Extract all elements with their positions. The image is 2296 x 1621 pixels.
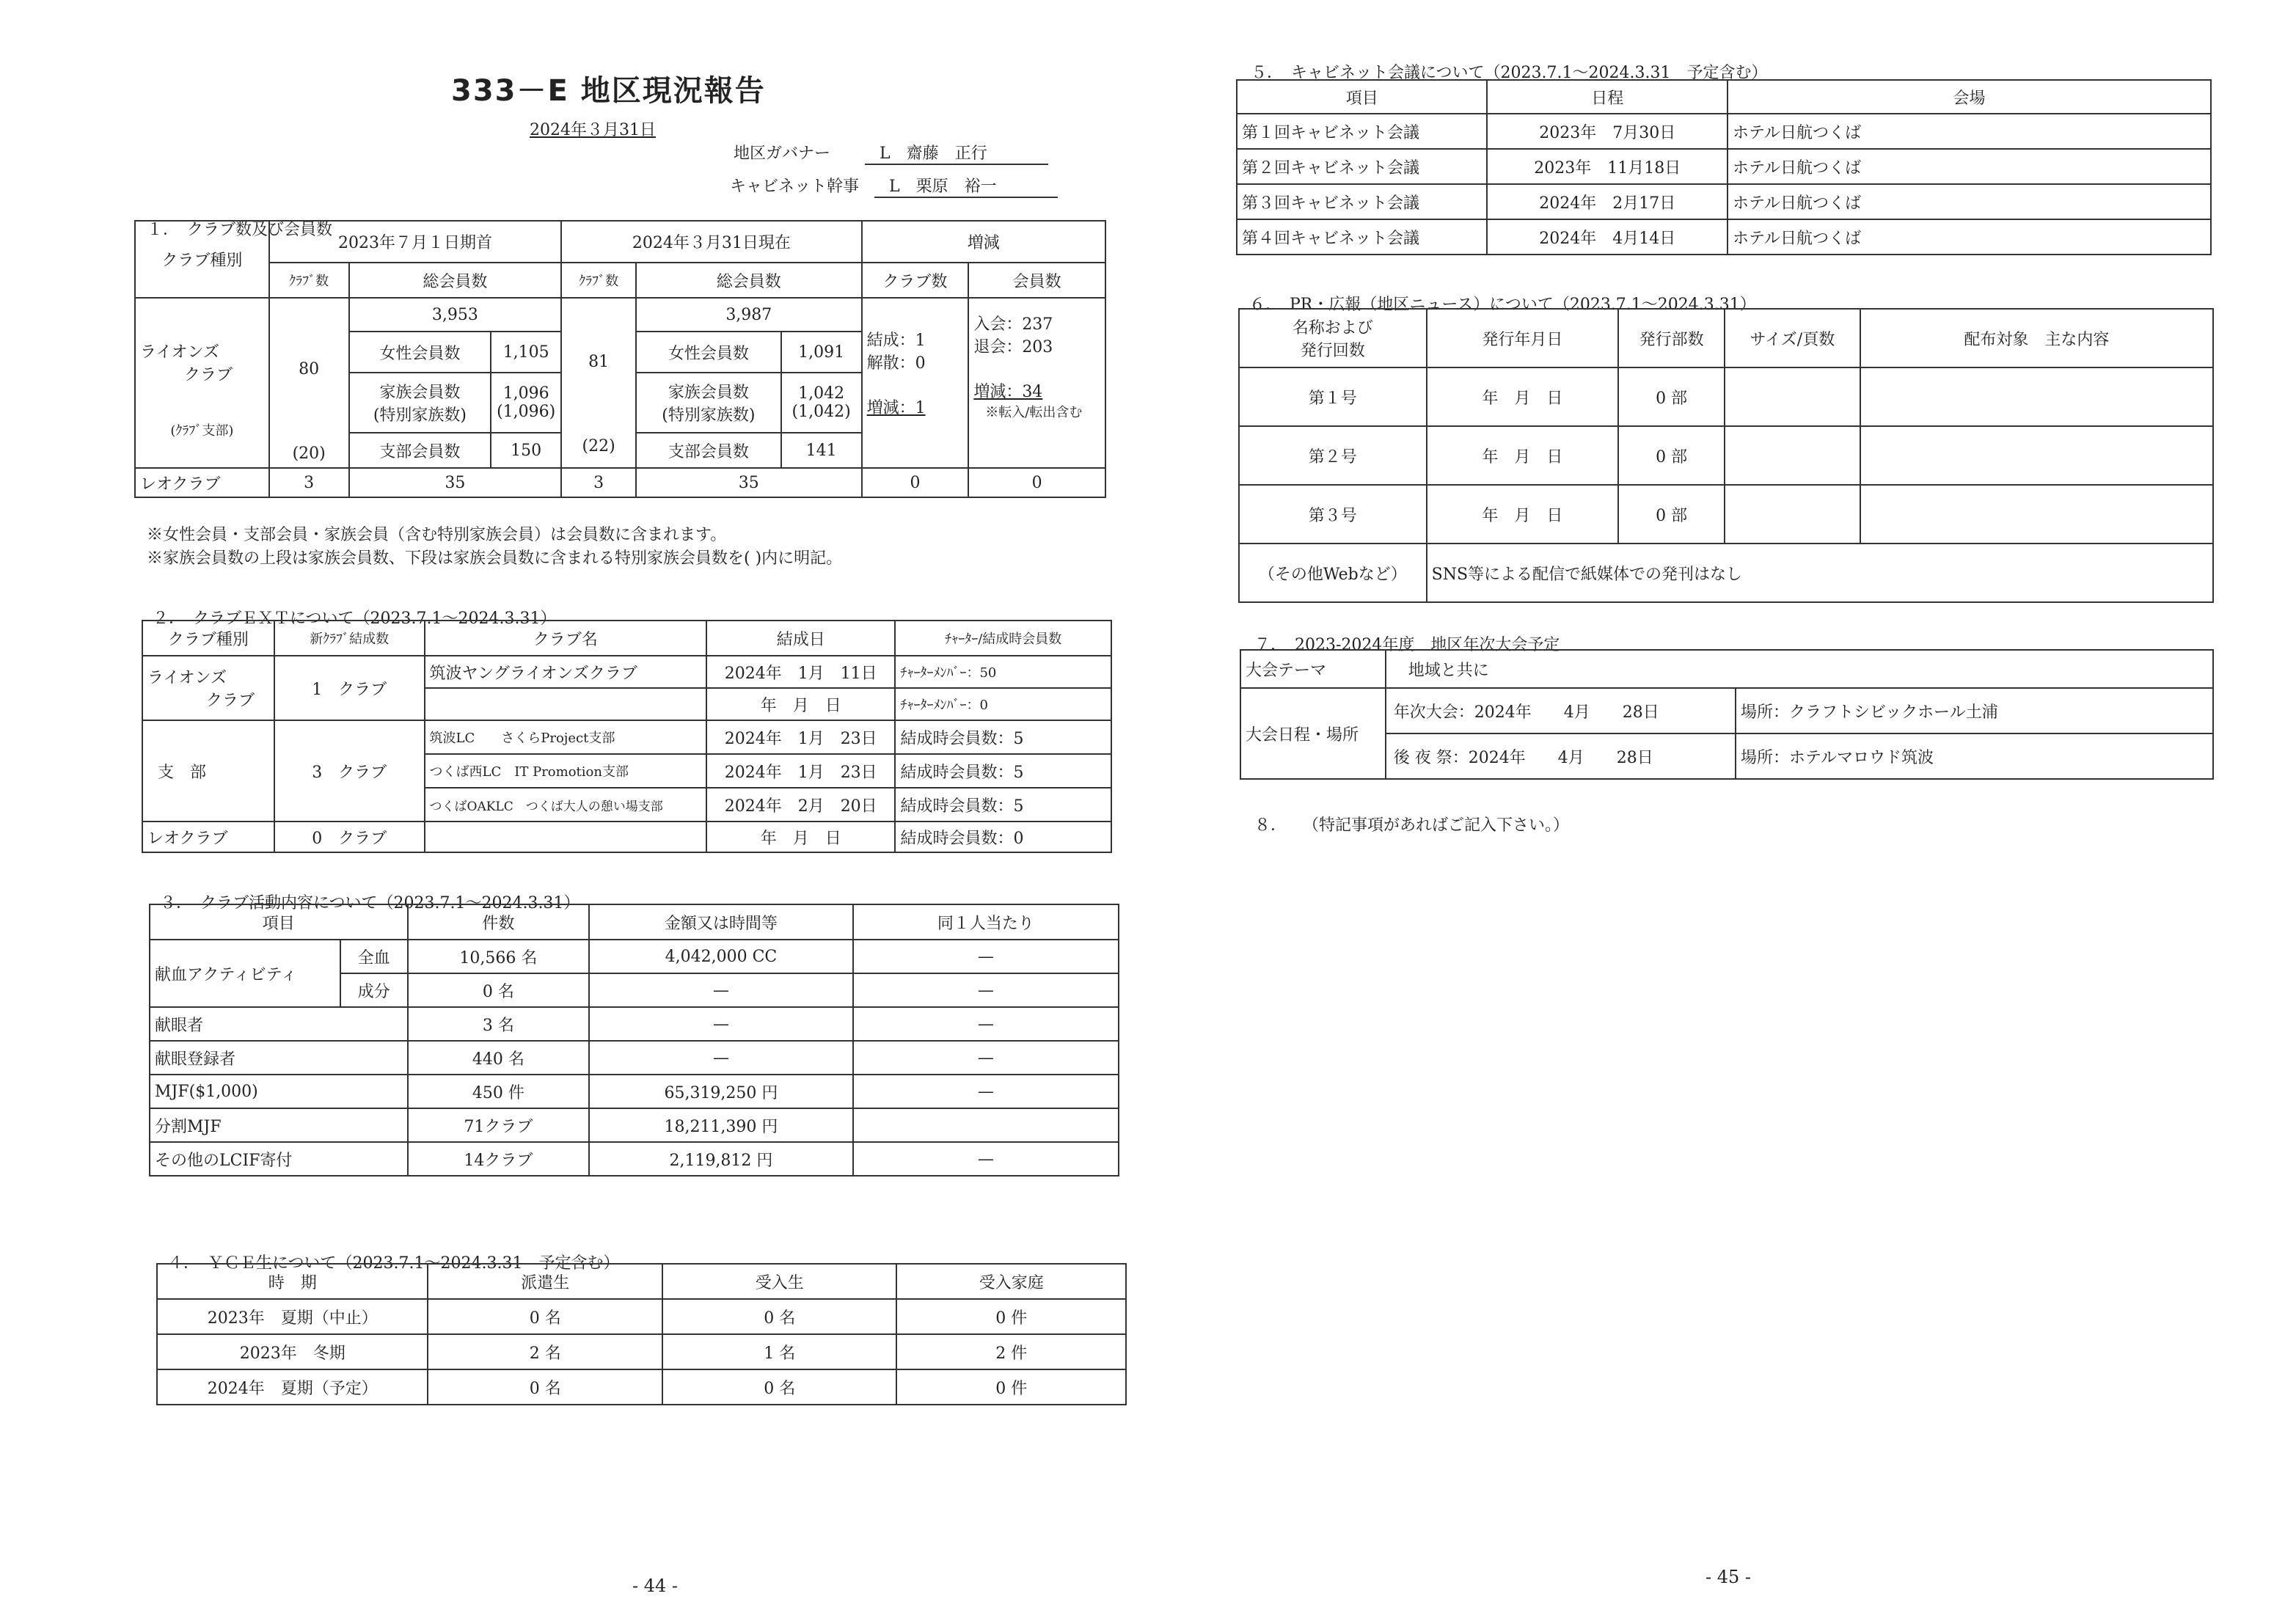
end-total: 3,987 — [636, 298, 862, 332]
yce-sent-2: 0 名 — [428, 1369, 662, 1405]
end-family-special: (1,042) — [791, 403, 851, 421]
report-date: 2024年３月31日 — [530, 121, 656, 139]
section-8-heading: ８． （特記事項があればご記入下さい。） — [1254, 816, 1570, 835]
end-family: 1,042 — [798, 384, 845, 403]
h-end: 2024年３月31日現在 — [561, 221, 861, 263]
h2-members: ﾁｬｰﾀｰ/結成時会員数 — [895, 621, 1111, 656]
h-club-type: クラブ種別 — [135, 221, 269, 298]
conv-sched-label: 大会日程・場所 — [1240, 688, 1386, 779]
act-count-3: 440 名 — [408, 1041, 590, 1075]
yce-table — [156, 1263, 1127, 1405]
ext-branch-members-0: 結成時会員数：5 — [895, 720, 1111, 754]
ext-lions-name-0: 筑波ヤングライオンズクラブ — [425, 656, 706, 688]
yce-period-1: 2023年 冬期 — [157, 1334, 428, 1369]
act-item-6: その他のLCIF寄付 — [150, 1142, 408, 1176]
note-1: ※女性会員・支部会員・家族会員（含む特別家族会員）は会員数に含まれます。 — [147, 526, 727, 544]
pr-size-1 — [1725, 426, 1860, 485]
h-chg-clubs: クラブ数 — [862, 263, 969, 298]
ext-branch-date-2: 2024年 2月 20日 — [706, 788, 896, 822]
pr-copies-1: 0 部 — [1618, 426, 1725, 485]
section-5-heading: ５． キャビネット会議について（2023.7.1～2024.3.31 予定含む） — [1251, 64, 1768, 82]
act-per-0: — — [853, 940, 1119, 973]
activity-table — [149, 904, 1119, 1177]
pr-content-0 — [1860, 367, 2213, 426]
branch-label: (ｸﾗﾌﾞ支部) — [170, 423, 234, 439]
h2-type: クラブ種別 — [142, 621, 274, 656]
act-item-0: 全血 — [340, 940, 408, 973]
act-amount-4: 65,319,250 円 — [589, 1075, 853, 1108]
secretary-name: L 栗原 裕一 — [874, 174, 1058, 198]
conv-theme-label: 大会テーマ — [1240, 650, 1386, 688]
ext-leo-members: 結成時会員数：0 — [895, 822, 1111, 852]
act-per-6: — — [853, 1142, 1119, 1176]
chg-clubs-2: 解散：0 — [866, 354, 926, 373]
pr-content-2 — [1860, 485, 2213, 544]
chg-mem-1: 入会：237 — [973, 315, 1053, 334]
act-amount-6: 2,119,812 円 — [589, 1142, 853, 1176]
page-number-44: - 44 - — [632, 1576, 679, 1596]
pr-size-0 — [1725, 367, 1860, 426]
chg-mem-3: 増減：34 — [973, 383, 1043, 401]
ext-leo-count: 0 クラブ — [274, 822, 425, 852]
end-clubs: 81 — [588, 353, 610, 371]
section-6-heading: ６． PR・広報（地区ニュース）について（2023.7.1～2024.3.31） — [1249, 296, 1756, 314]
act-amount-2: — — [589, 1007, 853, 1041]
leo-end-clubs: 3 — [561, 468, 636, 497]
h-end-clubs: ｸﾗﾌﾞ数 — [561, 263, 636, 298]
h6-name-2: 発行回数 — [1300, 342, 1365, 360]
section-1-heading: １． クラブ数及び会員数 — [147, 221, 333, 239]
end-branch: (22) — [582, 437, 615, 455]
ext-lions-count: 1 クラブ — [274, 656, 425, 720]
act-per-3: — — [853, 1041, 1119, 1075]
pr-table — [1238, 308, 2214, 603]
family-label-2: (特別家族数) — [373, 406, 467, 425]
pr-content-1 — [1860, 426, 2213, 485]
ext-lions-date-1: 年 月 日 — [706, 688, 896, 720]
conv-annual: 年次大会：2024年 4月 28日 — [1386, 688, 1736, 733]
h2-new: 新ｸﾗﾌﾞ結成数 — [274, 621, 425, 656]
act-count-4: 450 件 — [408, 1075, 590, 1108]
leo-label: レオクラブ — [135, 468, 269, 497]
start-branch: (20) — [292, 444, 326, 463]
leo-chg-members: 0 — [968, 468, 1105, 497]
h3-amount: 金額又は時間等 — [589, 904, 853, 940]
h2-name: クラブ名 — [425, 621, 706, 656]
pr-name-2: 第３号 — [1239, 485, 1427, 544]
ext-branch-name-2: つくばOAKLC つくば大人の憩い場支部 — [425, 788, 706, 822]
pr-size-2 — [1725, 485, 1860, 544]
chg-clubs-cell — [862, 298, 969, 468]
secretary-row — [730, 174, 1058, 198]
conv-after: 後 夜 祭：2024年 4月 28日 — [1386, 733, 1736, 779]
cab-item-2: 第３回キャビネット会議 — [1237, 184, 1487, 219]
ext-branch-name-0: 筑波LC さくらProject支部 — [425, 720, 706, 754]
branch-members-label-start: 支部会員数 — [349, 433, 491, 468]
section-2-heading: ２． クラブＥＸＴについて（2023.7.1～2024.3.31） — [153, 610, 557, 628]
section-7-heading: ７． 2023-2024年度 地区年次大会予定 — [1254, 636, 1560, 654]
ext-branch-members-2: 結成時会員数：5 — [895, 788, 1111, 822]
act-per-2: — — [853, 1007, 1119, 1041]
page-45 — [1148, 0, 2296, 1621]
h4-sent: 派遣生 — [428, 1264, 662, 1299]
cab-date-1: 2023年 11月18日 — [1487, 149, 1728, 184]
conv-theme-value: 地域と共に — [1386, 650, 2213, 688]
start-family: 1,096 — [502, 384, 549, 403]
act-item-5: 分割MJF — [150, 1108, 408, 1142]
governor-row — [734, 141, 1048, 165]
pr-other-label: （その他Webなど） — [1239, 544, 1427, 602]
cab-venue-3: ホテル日航つくば — [1728, 219, 2211, 255]
ext-lions-date-0: 2024年 1月 11日 — [706, 656, 896, 688]
secretary-label: キャビネット幹事 — [730, 178, 860, 196]
h5-venue: 会場 — [1728, 80, 2211, 114]
pr-copies-2: 0 部 — [1618, 485, 1725, 544]
ext-leo-label: レオクラブ — [142, 822, 274, 852]
cabinet-meeting-table — [1236, 79, 2212, 255]
ext-branch-count: 3 クラブ — [274, 720, 425, 822]
start-clubs: 80 — [299, 360, 320, 378]
yce-recv-1: 1 名 — [662, 1334, 897, 1369]
club-member-table — [134, 220, 1106, 498]
cab-venue-1: ホテル日航つくば — [1728, 149, 2211, 184]
h3-item: 項目 — [150, 904, 408, 940]
act-count-0: 10,566 名 — [408, 940, 590, 973]
yce-sent-1: 2 名 — [428, 1334, 662, 1369]
start-total: 3,953 — [349, 298, 562, 332]
pr-date-0: 年 月 日 — [1427, 367, 1619, 426]
yce-period-2: 2024年 夏期（予定） — [157, 1369, 428, 1405]
act-per-4: — — [853, 1075, 1119, 1108]
yce-period-0: 2023年 夏期（中止） — [157, 1299, 428, 1334]
pr-name-1: 第２号 — [1239, 426, 1427, 485]
pr-copies-0: 0 部 — [1618, 367, 1725, 426]
act-item-3: 献眼登録者 — [150, 1041, 408, 1075]
family-label-1: 家族会員数 — [379, 384, 461, 402]
end-branch-members: 141 — [781, 433, 862, 468]
yce-family-1: 2 件 — [896, 1334, 1126, 1369]
yce-recv-0: 0 名 — [662, 1299, 897, 1334]
lions-label-1: ライオンズ — [140, 343, 220, 362]
h6-size: サイズ/頁数 — [1725, 309, 1860, 367]
family-label-2-end: (特別家族数) — [662, 406, 756, 425]
chg-clubs-1: 結成：1 — [866, 332, 926, 350]
ext-lions-name-1 — [425, 688, 706, 720]
conv-after-place: 場所：ホテルマロウド筑波 — [1736, 733, 2213, 779]
pr-name-0: 第１号 — [1239, 367, 1427, 426]
yce-recv-2: 0 名 — [662, 1369, 897, 1405]
cab-date-3: 2024年 4月14日 — [1487, 219, 1728, 255]
h6-content: 配布対象 主な内容 — [1860, 309, 2213, 367]
h-change: 増減 — [862, 221, 1105, 263]
h3-count: 件数 — [408, 904, 590, 940]
h3-per: 同１人当たり — [853, 904, 1119, 940]
act-count-5: 71クラブ — [408, 1108, 590, 1142]
h2-date: 結成日 — [706, 621, 896, 656]
ext-lions-1: ライオンズ — [147, 669, 227, 687]
act-count-1: 0 名 — [408, 973, 590, 1007]
start-branch-members: 150 — [491, 433, 561, 468]
pr-date-1: 年 月 日 — [1427, 426, 1619, 485]
ext-lions-label — [142, 656, 274, 720]
h5-date: 日程 — [1487, 80, 1728, 114]
yce-sent-0: 0 名 — [428, 1299, 662, 1334]
leo-start-members: 35 — [349, 468, 562, 497]
note-2: ※家族会員数の上段は家族会員数、下段は家族会員数に含まれる特別家族会員数を( )内に明記。 — [147, 549, 843, 568]
blood-label: 献血アクティビティ — [150, 940, 340, 1007]
start-clubs-cell — [269, 298, 349, 468]
h4-family: 受入家庭 — [896, 1264, 1126, 1299]
pr-date-2: 年 月 日 — [1427, 485, 1619, 544]
conv-annual-place: 場所：クラフトシビックホール土浦 — [1736, 688, 2213, 733]
act-item-1: 成分 — [340, 973, 408, 1007]
h-start-total: 総会員数 — [349, 263, 562, 298]
branch-members-label-end: 支部会員数 — [636, 433, 781, 468]
governor-name: L 齋藤 正行 — [865, 141, 1048, 165]
h6-copies: 発行部数 — [1618, 309, 1725, 367]
h4-period: 時 期 — [157, 1264, 428, 1299]
act-per-1: — — [853, 973, 1119, 1007]
act-count-6: 14クラブ — [408, 1142, 590, 1176]
end-clubs-cell — [561, 298, 636, 468]
lions-club-label-cell — [135, 298, 269, 468]
cab-venue-0: ホテル日航つくば — [1728, 114, 2211, 149]
act-item-4: MJF($1,000) — [150, 1075, 408, 1108]
ext-branch-date-0: 2024年 1月 23日 — [706, 720, 896, 754]
pr-other-text: SNS等による配信で紙媒体での発刊はなし — [1427, 544, 2213, 602]
yce-family-2: 0 件 — [896, 1369, 1126, 1405]
club-ext-table — [142, 620, 1112, 853]
family-label-end — [636, 373, 781, 433]
leo-end-members: 35 — [636, 468, 862, 497]
act-count-2: 3 名 — [408, 1007, 590, 1041]
act-amount-0: 4,042,000 CC — [589, 940, 853, 973]
yce-family-0: 0 件 — [896, 1299, 1126, 1334]
cab-item-3: 第４回キャビネット会議 — [1237, 219, 1487, 255]
convention-table — [1240, 649, 2214, 780]
start-female: 1,105 — [491, 332, 561, 373]
leo-chg-clubs: 0 — [862, 468, 969, 497]
act-item-2: 献眼者 — [150, 1007, 408, 1041]
ext-lions-members-1: ﾁｬｰﾀｰﾒﾝﾊﾞｰ：0 — [895, 688, 1111, 720]
governor-label: 地区ガバナー — [734, 144, 831, 163]
section-4-heading: ４． ＹＣＥ生について（2023.7.1～2024.3.31 予定含む） — [167, 1254, 620, 1273]
cab-item-1: 第２回キャビネット会議 — [1237, 149, 1487, 184]
cab-venue-2: ホテル日航つくば — [1728, 184, 2211, 219]
h6-date: 発行年月日 — [1427, 309, 1619, 367]
ext-leo-date: 年 月 日 — [706, 822, 896, 852]
start-family-cell — [491, 373, 561, 433]
ext-leo-name — [425, 822, 706, 852]
start-family-special: (1,096) — [497, 403, 556, 421]
ext-branch-date-1: 2024年 1月 23日 — [706, 754, 896, 788]
page-number-45: - 45 - — [1705, 1567, 1752, 1587]
leo-start-clubs: 3 — [269, 468, 349, 497]
chg-members-cell — [968, 298, 1105, 468]
chg-clubs-3: 増減：1 — [866, 399, 926, 417]
family-label-start — [349, 373, 491, 433]
cab-date-2: 2024年 2月17日 — [1487, 184, 1728, 219]
h5-item: 項目 — [1237, 80, 1487, 114]
h-start: 2023年７月１日期首 — [269, 221, 561, 263]
h-start-clubs: ｸﾗﾌﾞ数 — [269, 263, 349, 298]
section-3-heading: ３． クラブ活動内容について（2023.7.1～2024.3.31） — [160, 894, 580, 912]
ext-branch-name-1: つくば西LC IT Promotion支部 — [425, 754, 706, 788]
cab-item-0: 第１回キャビネット会議 — [1237, 114, 1487, 149]
family-label-1-end: 家族会員数 — [668, 384, 749, 402]
h6-name-cell — [1239, 309, 1427, 367]
cab-date-0: 2023年 7月30日 — [1487, 114, 1728, 149]
ext-lions-members-0: ﾁｬｰﾀｰﾒﾝﾊﾞｰ：50 — [895, 656, 1111, 688]
female-label-start: 女性会員数 — [349, 332, 491, 373]
h6-name-1: 名称および — [1292, 319, 1373, 337]
h-end-total: 総会員数 — [636, 263, 862, 298]
act-amount-3: — — [589, 1041, 853, 1075]
ext-lions-2: クラブ — [206, 692, 255, 710]
chg-mem-2: 退会：203 — [973, 338, 1053, 356]
ext-branch-members-1: 結成時会員数：5 — [895, 754, 1111, 788]
act-amount-5: 18,211,390 円 — [589, 1108, 853, 1142]
act-amount-1: — — [589, 973, 853, 1007]
report-title: 333－E 地区現況報告 — [451, 74, 766, 108]
end-female: 1,091 — [781, 332, 862, 373]
act-per-5 — [853, 1108, 1119, 1142]
h-chg-members: 会員数 — [968, 263, 1105, 298]
female-label-end: 女性会員数 — [636, 332, 781, 373]
h4-recv: 受入生 — [662, 1264, 897, 1299]
ext-branch-label: 支 部 — [142, 720, 274, 822]
chg-mem-note: ※転入/転出含む — [985, 405, 1083, 420]
lions-label-2: クラブ — [184, 366, 233, 384]
end-family-cell — [781, 373, 862, 433]
